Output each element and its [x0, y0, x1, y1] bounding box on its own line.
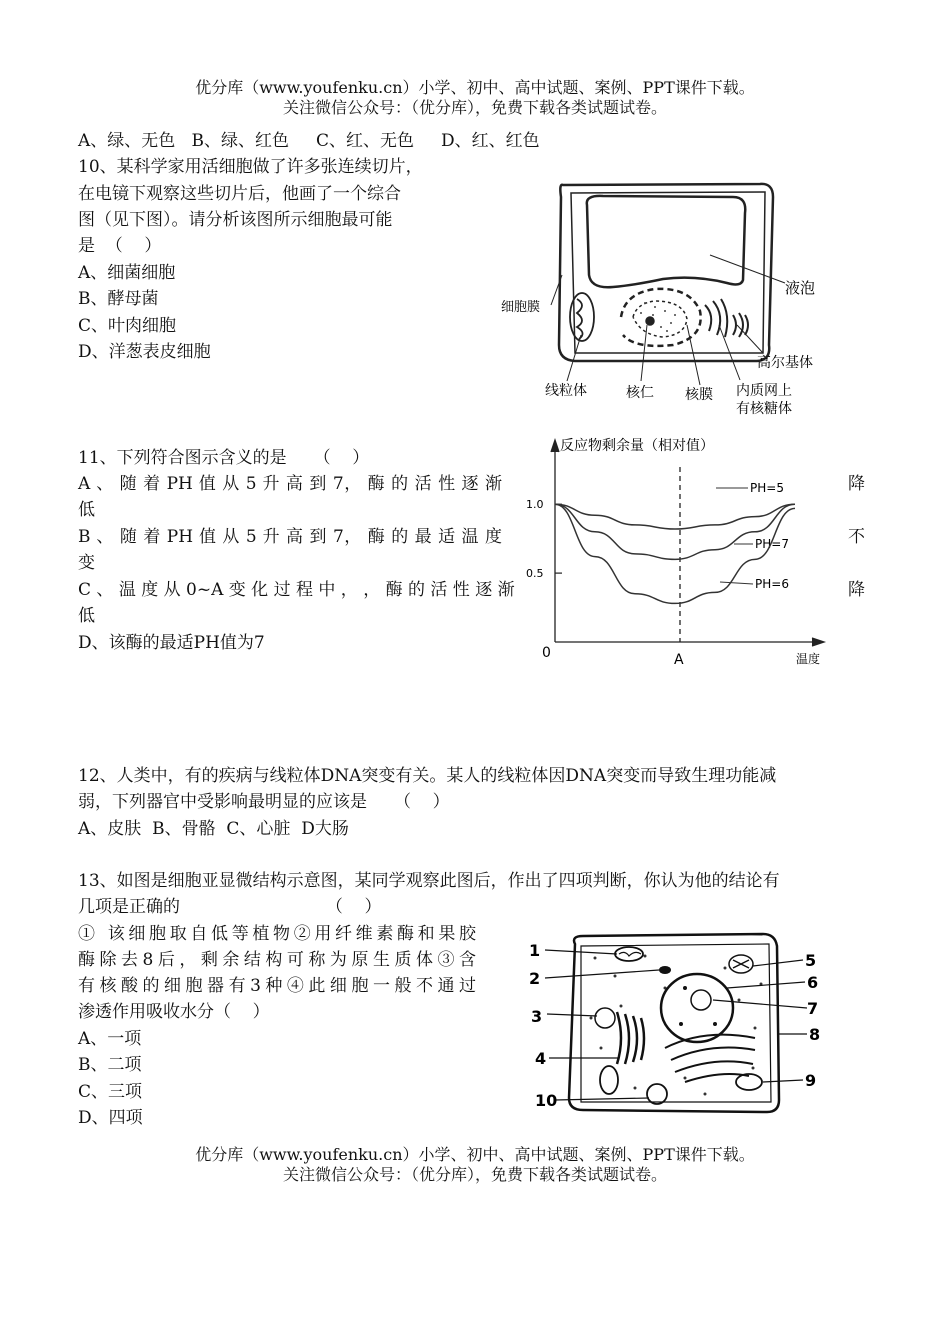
q11-option-a-tail: 降 [848, 474, 865, 494]
label-golgi: 高尔基体 [757, 355, 813, 371]
series-label: PH=7 [755, 537, 789, 551]
q13-statement-1: ① 该细胞取自低等植物②用纤维素酶和果胶 [78, 924, 476, 944]
q10-option-a: A、细菌细胞 [78, 263, 176, 283]
q11-option-b-line-1: B 、 随 着 PH 值 从 5 升 高 到 7， 酶 的 最 适 温 度 [78, 527, 502, 547]
q11-option-a-line-1: A 、 随 着 PH 值 从 5 升 高 到 7， 酶 的 活 性 逐 渐 [78, 474, 502, 494]
header-line-2: 关注微信公众号：（优分库），免费下载各类试题试卷。 [282, 98, 667, 117]
q11-option-c-line-2: 低 [78, 606, 95, 626]
vacuole-shape [595, 1008, 615, 1028]
figure-label-8: 8 [809, 1025, 821, 1044]
figure-label-4: 4 [535, 1049, 547, 1068]
q13-line-2: 几项是正确的 （ ） [78, 897, 382, 917]
header-line-1: 优分库（www.youfenku.cn）小学、初中、高中试题、案例、PPT课件下载。 [195, 78, 755, 97]
x-axis-arrow [812, 638, 824, 646]
q12-line-1: 12、人类中，有的疾病与线粒体DNA突变有关。某人的线粒体因DNA突变而导致生理功能减 [78, 766, 777, 786]
q10-option-d: D、洋葱表皮细胞 [78, 342, 211, 362]
footer-line-2: 关注微信公众号：（优分库），免费下载各类试题试卷。 [282, 1165, 667, 1184]
q13-option-a: A、一项 [78, 1029, 142, 1049]
q11-option-c-line-1: C 、 温 度 从 0~A 变 化 过 程 中 ， ， 酶 的 活 性 逐 渐 [78, 580, 515, 600]
x-axis-label: 温度 [796, 652, 821, 666]
q10-line-2: 在电镜下观察这些切片后，他画了一个综合 [78, 184, 401, 204]
figure-label-6: 6 [807, 973, 819, 992]
q10-option-b: B、酵母菌 [78, 289, 159, 309]
q10-line-3: 图（见下图）。请分析该图所示细胞最可能 [78, 210, 393, 230]
label-nucleolus: 核仁 [626, 385, 654, 401]
q13-statement-4: 渗透作用吸收水分（ ） [78, 1002, 270, 1022]
y-axis-label: 反应物剩余量（相对值） [560, 438, 714, 454]
series-line-ph7 [555, 504, 795, 559]
q13-statement-3: 有核酸的细胞器有3种④此细胞一般不通过 [78, 976, 476, 996]
chloroplast-shape [729, 955, 753, 973]
x-tick-label-a: A [674, 652, 684, 668]
q11-option-b-line-2: 变 [78, 553, 95, 573]
figure-label-1: 1 [529, 941, 541, 960]
y-tick-label: 0.5 [526, 567, 544, 581]
figure-label-10: 10 [535, 1091, 558, 1110]
label-er-1: 内质网上 [736, 383, 792, 399]
q10-line-1: 10、某科学家用活细胞做了许多张连续切片， [78, 157, 423, 177]
q13-option-b: B、二项 [78, 1055, 142, 1075]
figure-label-9: 9 [805, 1071, 817, 1090]
q13-option-d: D、四项 [78, 1108, 143, 1128]
vesicle-10 [647, 1084, 667, 1104]
q11-option-c-tail: 降 [848, 580, 865, 600]
golgi-apparatus-shape [617, 1012, 644, 1064]
q13-line-1: 13、如图是细胞亚显微结构示意图，某同学观察此图后，作出了四项判断，你认为他的结论有 [78, 871, 780, 891]
figure-label-7: 7 [807, 999, 819, 1018]
series-line-ph5 [555, 504, 795, 529]
nucleus-shape [661, 974, 733, 1042]
figure-label-3: 3 [531, 1007, 543, 1026]
y-tick-label: 1.0 [526, 498, 544, 512]
q12-line-2: 弱，下列器官中受影响最明显的应该是 （ ） [78, 792, 450, 812]
label-cell-membrane: 细胞膜 [501, 300, 541, 315]
enzyme-chart [520, 432, 840, 672]
series-leader-line [720, 582, 753, 584]
series-label: PH=5 [750, 481, 784, 495]
vacuole [587, 196, 745, 287]
vesicle-2 [659, 966, 671, 974]
er-shape [705, 299, 727, 337]
mitochondrion-right [736, 1074, 762, 1090]
q13-option-c: C、三项 [78, 1082, 143, 1102]
q11-option-a-line-2: 低 [78, 500, 95, 520]
plant-cell-figure [495, 175, 840, 425]
figure-label-5: 5 [805, 951, 817, 970]
series-label: PH=6 [755, 577, 789, 591]
golgi-shape [733, 313, 748, 337]
label-vacuole: 液泡 [785, 279, 816, 297]
q11-option-b-tail: 不 [848, 527, 865, 547]
q10-option-c: C、叶肉细胞 [78, 316, 177, 336]
q12-options: A、皮肤 B、骨骼 C、心脏 D大肠 [78, 819, 349, 839]
label-er-2: 有核糖体 [736, 401, 792, 417]
q11-option-d: D、该酶的最适PH值为7 [78, 633, 265, 653]
q11-stem: 11、下列符合图示含义的是 （ ） [78, 448, 370, 468]
origin-label: 0 [542, 645, 551, 661]
footer-line-1: 优分库（www.youfenku.cn）小学、初中、高中试题、案例、PPT课件下载。 [195, 1145, 755, 1164]
q9-options: A、绿、无色 B、绿、红色 C、红、无色 D、红、红色 [78, 131, 540, 151]
label-mitochondrion: 线粒体 [545, 383, 587, 399]
y-axis-arrow [551, 440, 559, 452]
cell-ultrastructure-figure [525, 928, 835, 1120]
mitochondrion-left [600, 1066, 618, 1094]
q13-statement-2: 酶除去8后，剩余结构可称为原生质体③含 [78, 950, 476, 970]
nucleus-shape [621, 289, 701, 346]
figure-label-2: 2 [529, 969, 541, 988]
q10-line-4: 是 （ ） [78, 236, 162, 256]
label-nuclear-membrane: 核膜 [685, 387, 713, 403]
